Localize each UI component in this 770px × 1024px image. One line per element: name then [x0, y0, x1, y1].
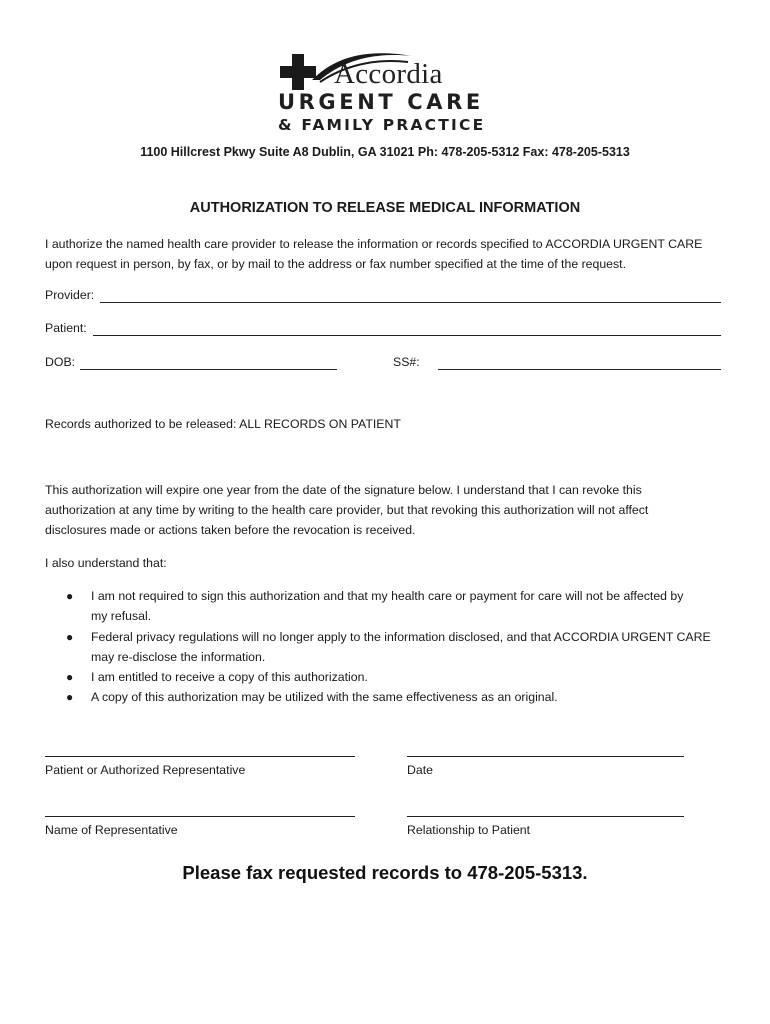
list-item [45, 687, 735, 707]
bullet-icon: ● [66, 589, 74, 603]
list-item-line: I am entitled to receive a copy of this authorization. [91, 670, 368, 685]
list-item-line: I am not required to sign this authorization and that my health care or payment for care will not be affected by [91, 589, 684, 603]
dob-label: DOB: [45, 355, 76, 369]
expire-line-3: disclosures made or actions taken before the revocation is received. [45, 523, 416, 537]
form-title: AUTHORIZATION TO RELEASE MEDICAL INFORMATION [189, 200, 581, 216]
dob-field[interactable] [45, 355, 337, 373]
patient-line[interactable] [93, 335, 721, 336]
relationship-line[interactable] [407, 816, 684, 817]
provider-field[interactable] [45, 288, 721, 306]
patient-signature-label: Patient or Authorized Representative [45, 763, 246, 777]
provider-line[interactable] [100, 302, 721, 303]
intro-line-2: upon request in person, by fax, or by mail to the address or fax number specified at the time of the request. [45, 257, 627, 271]
understand-text: I also understand that: [45, 556, 167, 570]
records-authorized-text: Records authorized to be released: ALL RECORDS ON PATIENT [45, 417, 401, 431]
accordia-logo [278, 46, 508, 138]
bullet-icon: ● [66, 629, 74, 644]
logo-urgent-care: URGENT CARE [278, 90, 484, 114]
ss-field[interactable] [393, 355, 721, 373]
understanding-list [45, 586, 735, 708]
ss-label: SS#: [393, 355, 420, 369]
logo-family-practice: & FAMILY PRACTICE [278, 116, 486, 134]
list-item [45, 586, 735, 627]
representative-name-line[interactable] [45, 816, 355, 817]
dob-line[interactable] [80, 369, 337, 370]
fax-instruction: Please fax requested records to 478-205-5313. [182, 862, 588, 883]
list-item-line: Federal privacy regulations will no longer apply to the information disclosed, and that ACCORDIA URGENT CARE [91, 629, 711, 644]
list-item-line: may re-disclose the information. [91, 649, 266, 664]
logo-name: Accordia [334, 58, 443, 90]
patient-label: Patient: [45, 321, 87, 335]
list-item [45, 627, 735, 668]
patient-signature-line[interactable] [45, 756, 355, 757]
patient-field[interactable] [45, 321, 721, 339]
expire-line-1: This authorization will expire one year from the date of the signature below. I understand that I can revoke this [45, 483, 642, 497]
expire-line-2: authorization at any time by writing to the health care provider, but that revoking this authorization will not affect [45, 503, 649, 517]
list-item-line: my refusal. [91, 609, 152, 624]
bullet-icon: ● [66, 690, 74, 705]
list-item-line: A copy of this authorization may be utilized with the same effectiveness as an original. [91, 690, 558, 705]
representative-name-label: Name of Representative [45, 823, 178, 837]
intro-line-1: I authorize the named health care provider to release the information or records specified to ACCORDIA URGENT CARE [45, 237, 703, 251]
practice-address: 1100 Hillcrest Pkwy Suite A8 Dublin, GA 31021 Ph: 478-205-5312 Fax: 478-205-5313 [140, 145, 630, 159]
date-label: Date [407, 763, 433, 777]
ss-line[interactable] [438, 369, 721, 370]
date-line[interactable] [407, 756, 684, 757]
bullet-icon: ● [66, 670, 74, 685]
provider-label: Provider: [45, 288, 95, 302]
list-item [45, 667, 735, 687]
relationship-label: Relationship to Patient [407, 823, 531, 837]
